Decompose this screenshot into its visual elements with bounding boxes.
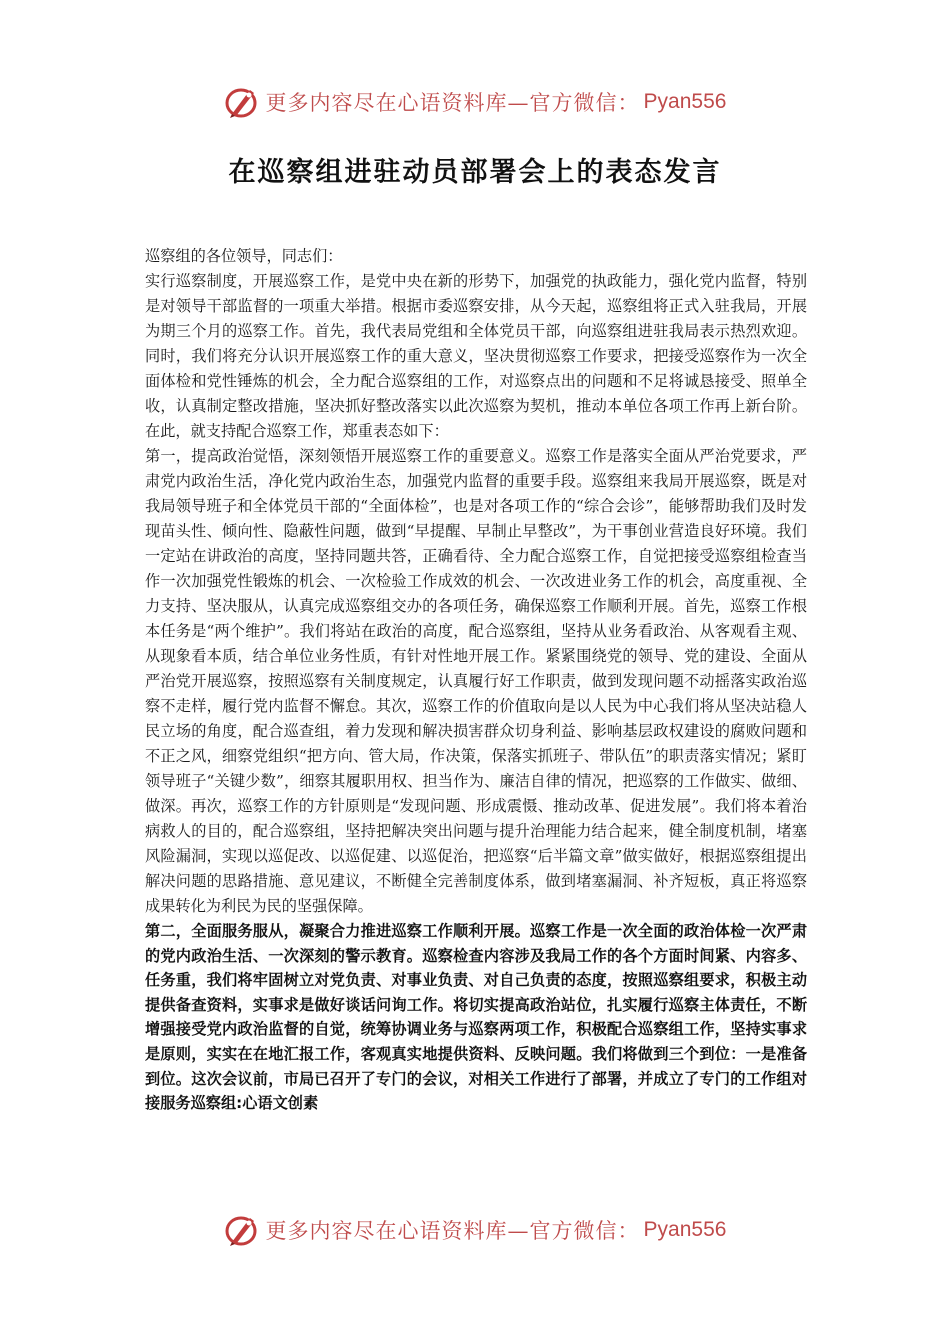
header-banner [0, 80, 950, 124]
paragraph-second-point: 第二，全面服务服从，凝聚合力推进巡察工作顺利开展。巡察工作是一次全面的政治体检一次严肃的党内政治生活、一次深刻的警示教育。巡察检查内容涉及我局工作的各个方面时间紧、内容多、任务重，我们将牢固树立对党负责、对事业负责、对自己负责的态度，按照巡察组要求，积极主动提供备查资料，实事求是做好谈话问询工作。将切实提高政治站位，扎实履行巡察主体责任，不断增强接受党内政治监督的自觉，统筹协调业务与巡察两项工作，积极配合巡察组工作，坚持实事求是原则，实实在在地汇报工作，客观真实地提供资料、反映问题。我们将做到三个到位：一是准备到位。这次会议前，市局已召开了专门的会议，对相关工作进行了部署，并成立了专门的工作组对接服务巡察组:心语文创素 [145, 922, 807, 1113]
pen-nib-logo-icon [224, 84, 260, 120]
banner-text: 更多内容尽在心语资料库—官方微信： [265, 91, 640, 115]
document-title: 在巡察组进驻动员部署会上的表态发言 [228, 157, 722, 188]
paragraph-first-point: 第一，提高政治觉悟，深刻领悟开展巡察工作的重要意义。巡察工作是落实全面从严治党要求，严肃党内政治生活，净化党内政治生态，加强党内监督的重要手段。巡察组来我局开展巡察，既是对我局领导班子和全体党员干部的“全面体检”，也是对各项工作的“综合会诊”，能够帮助我们及时发现苗头性、倾向性、隐蔽性问题，做到“早提醒、早制止早整改”，为干事创业营造良好环境。我们一定站在讲政治的高度，坚持同题共答，正确看待、全力配合巡察工作，自觉把接受巡察组检查当作一次加强党性锻炼的机会、一次检验工作成效的机会、一次改进业务工作的机会，高度重视、全力支持、坚决服从，认真完成巡察组交办的各项任务，确保巡察工作顺利开展。首先，巡察工作根本任务是“两个维护”。我们将站在政治的高度，配合巡察组，坚持从业务看政治、从客观看主观、从现象看本质，结合单位业务性质，有针对性地开展工作。紧紧围绕党的领导、党的建设、全面从严治党开展巡察，按照巡察有关制度规定，认真履行好工作职责，做到发现问题不动摇落实政治巡察不走样，履行党内监督不懈怠。其次，巡察工作的价值取向是以人民为中心我们将从坚决站稳人民立场的角度，配合巡查组，着力发现和解决损害群众切身利益、影响基层政权建设的腐败问题和不正之风，细察党组织“把方向、管大局，作决策，保落实抓班子、带队伍”的职责落实情况；紧盯领导班子“关键少数”，细察其履职用权、担当作为、廉洁自律的情况，把巡察的工作做实、做细、做深。再次，巡察工作的方针原则是“发现问题、形成震慑、推动改革、促进发展”。我们将本着治病救人的目的，配合巡察组，坚持把解决突出问题与提升治理能力结合起来，健全制度机制，堵塞风险漏洞，实现以巡促改、以巡促建、以巡促治，把巡察“后半篇文章”做实做好，根据巡察组提出解决问题的思路措施、意见建议，不断健全完善制度体系，做到堵塞漏洞、补齐短板，真正将巡察成果转化为利民为民的坚强保障。 [145, 447, 807, 915]
salutation: 巡察组的各位领导，同志们： [145, 247, 343, 265]
footer-banner [0, 1208, 950, 1252]
pen-nib-logo-icon [224, 1212, 260, 1248]
document-body [145, 244, 807, 1116]
paragraph-intro: 实行巡察制度，开展巡察工作，是党中央在新的形势下，加强党的执政能力，强化党内监督，特别是对领导干部监督的一项重大举措。根据市委巡察安排，从今天起，巡察组将正式入驻我局，开展为期三个月的巡察工作。首先，我代表局党组和全体党员干部，向巡察组进驻我局表示热烈欢迎。同时，我们将充分认识开展巡察工作的重大意义，坚决贯彻巡察工作要求，把接受巡察作为一次全面体检和党性锤炼的机会，全力配合巡察组的工作，对巡察点出的问题和不足将诚恳接受、照单全收，认真制定整改措施，坚决抓好整改落实以此次巡察为契机，推动本单位各项工作再上新台阶。在此，就支持配合巡察工作，郑重表态如下： [145, 272, 807, 440]
banner-wechat-id: Pyan556 [643, 1218, 727, 1241]
banner-text: 更多内容尽在心语资料库—官方微信： [265, 1219, 640, 1243]
banner-wechat-id: Pyan556 [643, 90, 727, 113]
